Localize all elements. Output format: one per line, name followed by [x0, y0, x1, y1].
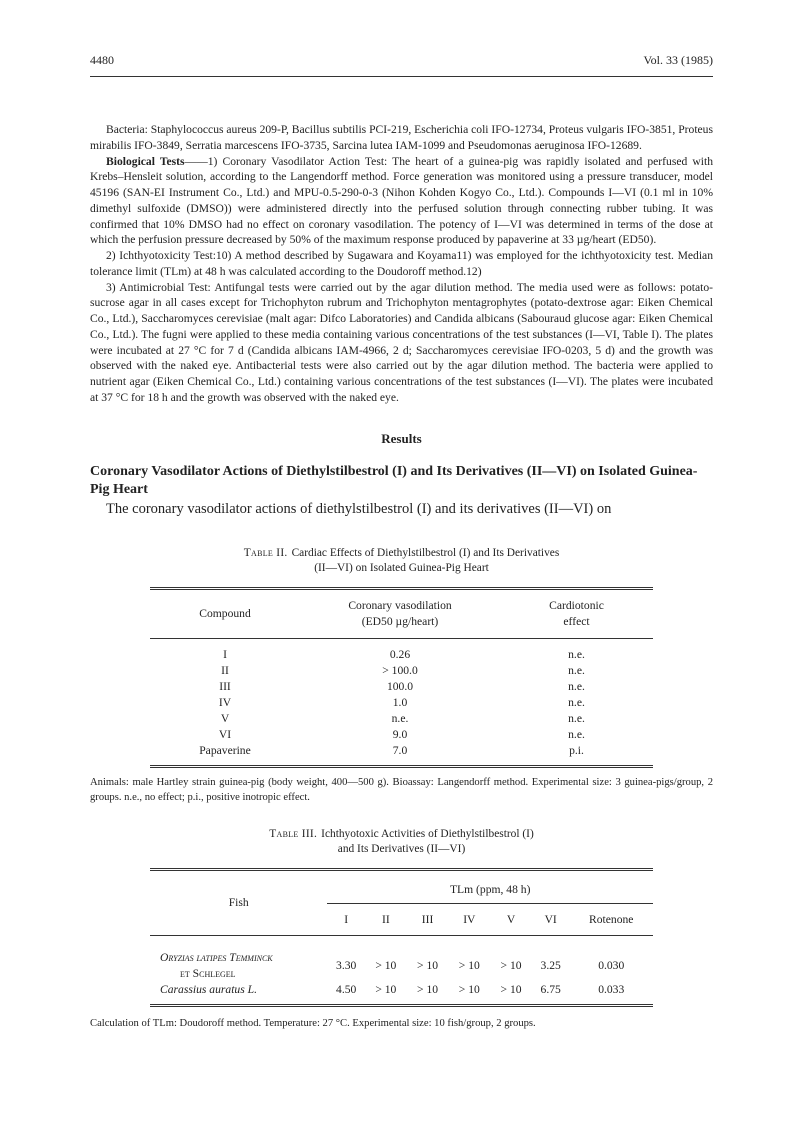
- compound-cell: Papaverine: [199, 744, 251, 758]
- table-row: [150, 982, 653, 1005]
- biological-tests-text: ——1) Coronary Vasodilator Action Test: The heart of a guinea-pig was rapidly isolated and perfused with Krebs–Hensleit solution, according to the Langendorff method. Force generation was monitored using a pressure transducer, model 45196 (SAN-EI Instrument Co., Ltd.) and MPU-0.5-290-0-3 (Nihon Kohden Kogyo Co., Ltd.). Compounds I—VI (0.1 ml in 10% dimethyl sulfoxide (DMSO)) were administered directly into the perfused solution through connecting rubber tubing. It was confirmed that 10% DMSO had no effect on coronary vasodilation. The potency of I—VI was determined in terms of the dose at which the perfusion pressure decreased by 50% of the maximum response produced by papaverine at 33 µg/heart (ED50).: [90, 154, 713, 247]
- tlm-cell: 3.25: [540, 959, 561, 973]
- results-lead-paragraph: The coronary vasodilator actions of diethylstilbestrol (I) and its derivatives (II—VI) on: [106, 501, 612, 518]
- cardiotonic-cell: n.e.: [568, 648, 585, 662]
- tlm-cell: > 10: [375, 959, 397, 973]
- compound-cell: II: [221, 664, 229, 678]
- table3-caption-line2: and Its Derivatives (II—VI): [337, 843, 466, 856]
- table-row: [150, 727, 653, 743]
- table3-caption: [90, 827, 713, 858]
- table3-subheader: I: [327, 904, 365, 936]
- cardiotonic-cell: n.e.: [568, 680, 585, 694]
- table3-subheader: Rotenone: [569, 904, 653, 936]
- table-row: [150, 639, 653, 664]
- tlm-cell: > 10: [500, 959, 522, 973]
- tlm-cell: > 10: [417, 959, 439, 973]
- cardiotonic-cell: n.e.: [568, 712, 585, 726]
- table3-footnote: Calculation of TLm: Doudoroff method. Temperature: 27 °C. Experimental size: 10 fish/group, 2 groups.: [90, 1017, 536, 1029]
- tlm-cell: 6.75: [540, 982, 561, 996]
- fish-cell: [150, 982, 327, 1005]
- table2: [150, 587, 653, 769]
- table3-subheader: VI: [532, 904, 570, 936]
- table-row: [150, 936, 653, 982]
- table3-header-tlm: [327, 869, 653, 904]
- vasodilation-cell: n.e.: [391, 712, 409, 726]
- table-row: [150, 743, 653, 767]
- table3: [150, 868, 653, 1007]
- table3-subheader: V: [490, 904, 532, 936]
- table-row: [150, 695, 653, 711]
- compound-cell: IV: [218, 696, 232, 710]
- tlm-cell: 0.033: [598, 982, 625, 996]
- table3-subheader: II: [365, 904, 407, 936]
- compound-cell: V: [220, 712, 230, 726]
- compound-cell: VI: [218, 728, 232, 742]
- running-header: [90, 52, 713, 72]
- fish-cell: [150, 936, 327, 982]
- compound-cell: III: [219, 680, 231, 694]
- compound-cell: I: [223, 648, 227, 662]
- header-rule: [90, 76, 713, 77]
- table2-header-cardiotonic-line2: effect: [563, 614, 590, 628]
- table2-footnote: Animals: male Hartley strain guinea-pig (body weight, 400—500 g). Bioassay: Langendorff method. Experimental size: 3 guinea-pigs/group, 2 groups. n.e., no effect; p.i., positive inotropic effect.: [90, 777, 713, 803]
- cardiotonic-cell: n.e.: [568, 664, 585, 678]
- table3-label: Table III.: [269, 827, 318, 840]
- vasodilation-cell: 7.0: [392, 744, 408, 758]
- table2-caption-line1: Cardiac Effects of Diethylstilbestrol (I) and Its Derivatives: [291, 546, 560, 559]
- table3-subheader: IV: [448, 904, 490, 936]
- vasodilation-cell: 1.0: [392, 696, 408, 710]
- table-row: [150, 663, 653, 679]
- cardiotonic-cell: n.e.: [568, 696, 585, 710]
- fish-name-line1: Carassius auratus L.: [160, 982, 257, 996]
- table-row: [150, 711, 653, 727]
- table3-header-tlm-text: TLm (ppm, 48 h): [449, 882, 531, 896]
- table3-header-fish: Fish: [150, 869, 327, 936]
- page-number: 4480: [90, 53, 114, 67]
- page-body: [90, 122, 713, 1031]
- table3-subheader: III: [407, 904, 449, 936]
- table2-header-vasodilation: [300, 588, 500, 639]
- antimicrobial-paragraph: 3) Antimicrobial Test: Antifungal tests were carried out by the agar dilution method. The media used were as follows: potato-sucrose agar in all cases except for Trichophyton rubrum and Trichophyton mentagrophytes (potato-dextrose agar: Eiken Chemical Co., Ltd.), Saccharomyces cerevisiae (malt agar: Difco Laboratories) and Candida albicans (Sabouraud glucose agar: Eiken Chemical Co., Ltd.). The fugni were applied to these media containing various concentrations of the test substances (I—VI, Table I). The plates were incubated at 27 °C for 7 d (Candida albicans IAM-4966, 2 d; Saccharomyces cerevisiae IFO-0203, 5 d) and the growth was observed with the naked eye. Antibacterial tests were also carried out by the agar dilution method. The bacteria were applied to nutrient agar (Eiken Chemical Co., Ltd.) containing various concentrations of the test substances (I—VI). The plates were incubated at 37 °C for 18 h and the growth was observed with the naked eye.: [90, 280, 713, 405]
- fish-name-line2: et Schlegel: [180, 966, 236, 980]
- tlm-cell: 0.030: [598, 959, 625, 973]
- fish-name-text: Oryzias latipes Temminck: [160, 951, 273, 965]
- results-subheading: Coronary Vasodilator Actions of Diethylstilbestrol (I) and Its Derivatives (II—VI) on Isolated Guinea-Pig Heart: [90, 464, 698, 498]
- table2-header-cardiotonic: [500, 588, 653, 639]
- vasodilation-cell: > 100.0: [382, 664, 418, 678]
- tlm-cell: > 10: [458, 959, 480, 973]
- vasodilation-cell: 9.0: [392, 728, 408, 742]
- table2-caption: [90, 546, 713, 577]
- ichthyotoxicity-paragraph: 2) Ichthyotoxicity Test:10) A method described by Sugawara and Koyama11) was employed for the ichthyotoxicity test. Median tolerance limit (TLm) at 48 h was calculated according to the Doudoroff method.12): [90, 249, 713, 278]
- tlm-cell: 4.50: [336, 982, 357, 996]
- fish-name-line1: [160, 950, 327, 966]
- bacteria-paragraph: Bacteria: Staphylococcus aureus 209-P, Bacillus subtilis PCI-219, Escherichia coli IFO-12734, Proteus vulgaris IFO-3851, Proteus mirabilis IFO-3849, Serratia marcescens IFO-3735, Sarcina lutea IAM-1099 and Pseudomonas aeruginosa IFO-12689.: [90, 123, 713, 152]
- biological-tests-label: Biological Tests: [106, 154, 185, 168]
- table2-header-cardiotonic-line1: Cardiotonic: [549, 598, 604, 612]
- tlm-cell: > 10: [375, 982, 397, 996]
- biological-tests-paragraph: [90, 154, 713, 249]
- table2-header-vasodilation-line1: Coronary vasodilation: [348, 598, 452, 612]
- table2-label: Table II.: [243, 546, 288, 559]
- tlm-cell: 3.30: [336, 959, 357, 973]
- table2-caption-line2: (II—VI) on Isolated Guinea-Pig Heart: [314, 562, 489, 575]
- cardiotonic-cell: n.e.: [568, 728, 585, 742]
- table-row: [150, 679, 653, 695]
- table2-header-compound: Compound: [199, 606, 251, 620]
- vasodilation-cell: 0.26: [389, 648, 411, 662]
- volume-label: Vol. 33 (1985): [643, 53, 713, 67]
- results-heading: Results: [381, 430, 422, 446]
- tlm-cell: > 10: [417, 982, 439, 996]
- table2-header-vasodilation-line2: (ED50 µg/heart): [361, 614, 439, 628]
- tlm-cell: > 10: [458, 982, 480, 996]
- table3-caption-line1: Ichthyotoxic Activities of Diethylstilbestrol (I): [321, 827, 534, 840]
- tlm-cell: > 10: [500, 982, 522, 996]
- vasodilation-cell: 100.0: [386, 680, 414, 694]
- cardiotonic-cell: p.i.: [569, 744, 584, 758]
